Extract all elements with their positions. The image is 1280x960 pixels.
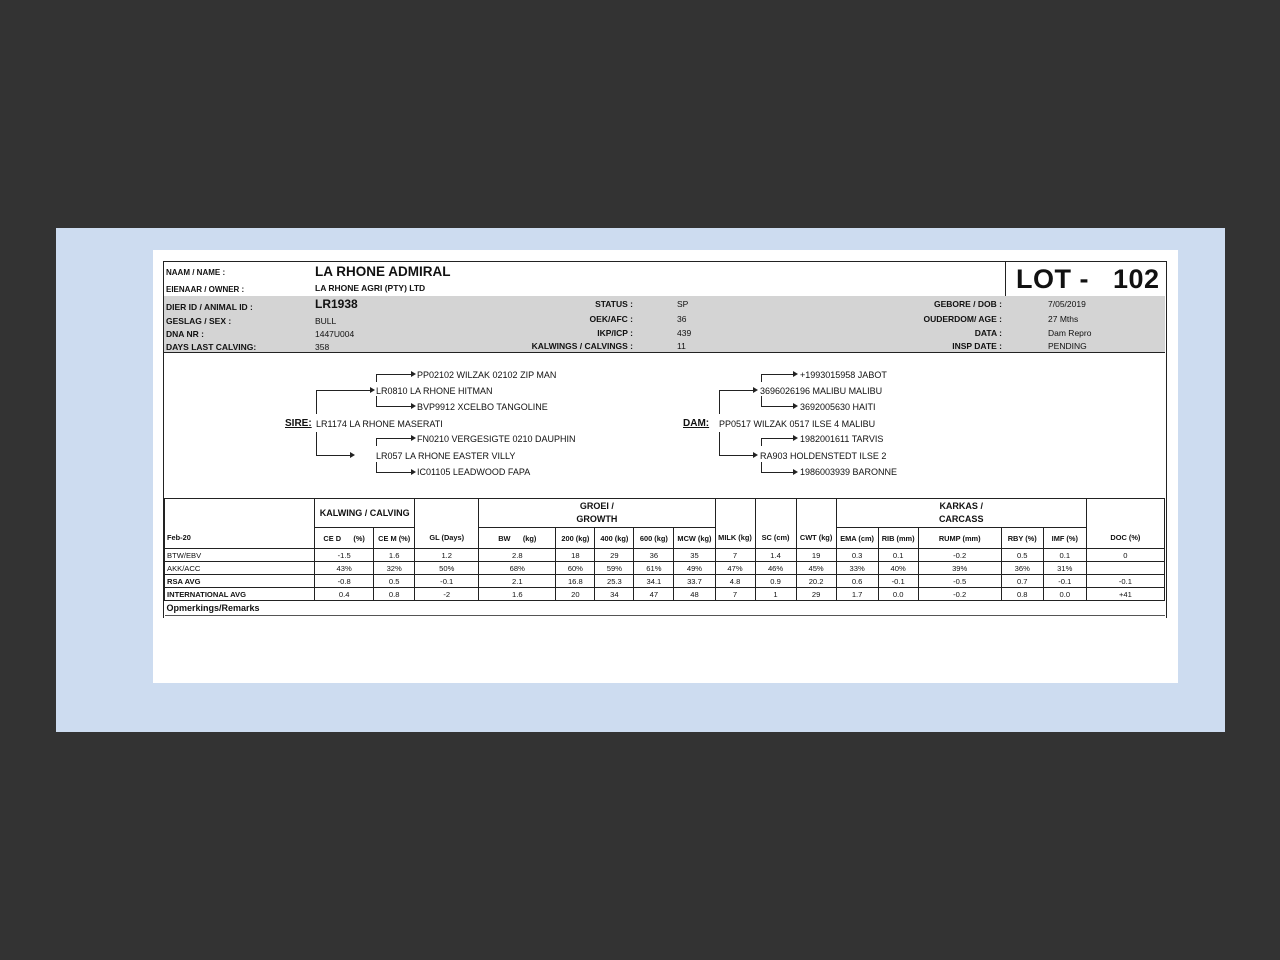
- table-cell: 0: [1086, 549, 1164, 562]
- row-label: AKK/ACC: [165, 562, 315, 575]
- table-cell: 25.3: [595, 575, 634, 588]
- table-cell: 0.4: [315, 588, 374, 601]
- sire-dam: LR057 LA RHONE EASTER VILLY: [376, 451, 516, 461]
- status-value: SP: [677, 299, 689, 309]
- table-cell: 18: [556, 549, 595, 562]
- table-cell: 1.4: [755, 549, 796, 562]
- dob-label: GEBORE / DOB :: [933, 299, 1002, 309]
- table-cell: -0.8: [315, 575, 374, 588]
- col-header: GL (Days): [415, 528, 479, 549]
- name-label: NAAM / NAME :: [166, 268, 226, 277]
- table-row: [165, 575, 1165, 588]
- table-cell: 0.8: [374, 588, 415, 601]
- animal-info: [164, 296, 1165, 353]
- table-cell: 20.2: [796, 575, 836, 588]
- table-cell: -0.1: [1086, 575, 1164, 588]
- days-value: 358: [315, 342, 330, 352]
- status-label: STATUS :: [595, 299, 633, 309]
- table-cell: 0.6: [836, 575, 878, 588]
- dam-dam-dam: 1986003939 BARONNE: [800, 467, 898, 477]
- remarks-row: [165, 601, 1165, 616]
- icp-value: 439: [677, 328, 692, 338]
- table-cell: 35: [674, 549, 715, 562]
- col-header: IMF (%): [1043, 528, 1086, 549]
- group-header-row: [165, 499, 1165, 528]
- dam-dam: RA903 HOLDENSTEDT ILSE 2: [760, 451, 887, 461]
- table-cell: -1.5: [315, 549, 374, 562]
- row-label: RSA AVG: [165, 575, 315, 588]
- column-header-row: [165, 528, 1165, 549]
- table-cell: 1.2: [415, 549, 479, 562]
- dam-dam-sire: 1982001611 TARVIS: [800, 434, 884, 444]
- table-cell: 50%: [415, 562, 479, 575]
- table-cell: 2.8: [479, 549, 556, 562]
- table-cell: [1086, 562, 1164, 575]
- col-header: CE M (%): [374, 528, 415, 549]
- animal-id-label: DIER ID / ANIMAL ID :: [166, 302, 253, 312]
- data-value: Dam Repro: [1048, 328, 1092, 338]
- owner-label: EIENAAR / OWNER :: [166, 285, 245, 294]
- dna-label: DNA NR :: [166, 329, 204, 339]
- table-cell: -0.2: [918, 588, 1001, 601]
- afc-value: 36: [677, 314, 687, 324]
- insp-label: INSP DATE :: [952, 341, 1002, 351]
- table-cell: 60%: [556, 562, 595, 575]
- card-header: [164, 262, 1165, 297]
- table-cell: 33%: [836, 562, 878, 575]
- calvings-label: KALWINGS / CALVINGS :: [531, 341, 633, 351]
- sire-name: LR1174 LA RHONE MASERATI: [316, 419, 443, 429]
- table-cell: 31%: [1043, 562, 1086, 575]
- sire-dam-dam: IC01105 LEADWOOD FAPA: [417, 467, 531, 477]
- lot-box: [1005, 262, 1166, 296]
- sire-dam-sire: FN0210 VERGESIGTE 0210 DAUPHIN: [417, 434, 576, 444]
- col-header: CWT (kg): [796, 528, 836, 549]
- table-row: [165, 562, 1165, 575]
- sire-label: SIRE:: [285, 418, 312, 429]
- owner-name: LA RHONE AGRI (PTY) LTD: [315, 283, 426, 293]
- table-cell: 61%: [634, 562, 674, 575]
- table-cell: 39%: [918, 562, 1001, 575]
- col-header: BW (kg): [479, 528, 556, 549]
- col-header: 200 (kg): [556, 528, 595, 549]
- table-cell: 4.8: [715, 575, 755, 588]
- sex-value: BULL: [315, 316, 337, 326]
- group-carcass: KARKAS / CARCASS: [836, 499, 1086, 528]
- col-header: SC (cm): [755, 528, 796, 549]
- animal-name: LA RHONE ADMIRAL: [315, 264, 451, 279]
- dam-sire: 3696026196 MALIBU MALIBU: [760, 386, 883, 396]
- lot-number: LOT - 102: [1016, 264, 1160, 294]
- table-cell: -0.1: [878, 575, 918, 588]
- remarks-label: Opmerkings/Remarks: [165, 601, 1165, 616]
- table-cell: -0.1: [1043, 575, 1086, 588]
- dob-value: 7/05/2019: [1048, 299, 1086, 309]
- sire-sire: LR0810 LA RHONE HITMAN: [376, 386, 493, 396]
- col-header: 400 (kg): [595, 528, 634, 549]
- breeding-values-table: [164, 498, 1165, 616]
- col-header: RBY (%): [1001, 528, 1043, 549]
- dam-sire-sire: +1993015958 JABOT: [800, 370, 887, 380]
- age-value: 27 Mths: [1048, 314, 1079, 324]
- dam-sire-dam: 3692005630 HAITI: [800, 402, 876, 412]
- table-cell: 36%: [1001, 562, 1043, 575]
- col-header: 600 (kg): [634, 528, 674, 549]
- table-cell: 34.1: [634, 575, 674, 588]
- table-cell: 19: [796, 549, 836, 562]
- table-cell: 20: [556, 588, 595, 601]
- table-cell: 0.0: [878, 588, 918, 601]
- group-growth: GROEI / GROWTH: [479, 499, 715, 528]
- table-cell: 36: [634, 549, 674, 562]
- table-cell: 0.1: [1043, 549, 1086, 562]
- table-cell: -2: [415, 588, 479, 601]
- table-cell: +41: [1086, 588, 1164, 601]
- table-cell: 40%: [878, 562, 918, 575]
- table-cell: 47%: [715, 562, 755, 575]
- table-cell: 0.5: [374, 575, 415, 588]
- table-cell: 32%: [374, 562, 415, 575]
- col-header: RUMP (mm): [918, 528, 1001, 549]
- age-label: OUDERDOM/ AGE :: [923, 314, 1002, 324]
- insp-value: PENDING: [1048, 341, 1087, 351]
- table-cell: 0.1: [878, 549, 918, 562]
- table-row: [165, 588, 1165, 601]
- table-cell: 33.7: [674, 575, 715, 588]
- table-cell: 34: [595, 588, 634, 601]
- table-cell: 0.0: [1043, 588, 1086, 601]
- table-cell: 16.8: [556, 575, 595, 588]
- table-cell: 2.1: [479, 575, 556, 588]
- table-cell: 0.8: [1001, 588, 1043, 601]
- table-cell: -0.5: [918, 575, 1001, 588]
- table-cell: 7: [715, 549, 755, 562]
- col-header: DOC (%): [1086, 528, 1164, 549]
- sire-sire-dam: BVP9912 XCELBO TANGOLINE: [417, 402, 548, 412]
- table-cell: 0.7: [1001, 575, 1043, 588]
- lot-card: [163, 261, 1167, 618]
- icp-label: IKP/ICP :: [597, 328, 633, 338]
- pedigree: [164, 352, 1165, 499]
- table-cell: 48: [674, 588, 715, 601]
- dna-value: 1447U004: [315, 329, 355, 339]
- table-cell: 0.5: [1001, 549, 1043, 562]
- table-cell: 1.7: [836, 588, 878, 601]
- table-cell: 0.9: [755, 575, 796, 588]
- table-cell: 29: [796, 588, 836, 601]
- col-header: RIB (mm): [878, 528, 918, 549]
- sire-sire-sire: PP02102 WILZAK 02102 ZIP MAN: [417, 370, 557, 380]
- table-cell: 59%: [595, 562, 634, 575]
- table-cell: 68%: [479, 562, 556, 575]
- data-label: DATA :: [974, 328, 1002, 338]
- table-cell: 45%: [796, 562, 836, 575]
- table-cell: 49%: [674, 562, 715, 575]
- col-header: EMA (cm): [836, 528, 878, 549]
- col-header: MILK (kg): [715, 528, 755, 549]
- calvings-value: 11: [677, 341, 686, 351]
- afc-label: OEK/AFC :: [589, 314, 633, 324]
- dam-name: PP0517 WILZAK 0517 ILSE 4 MALIBU: [719, 419, 876, 429]
- table-cell: -0.2: [918, 549, 1001, 562]
- sex-label: GESLAG / SEX :: [166, 316, 232, 326]
- table-cell: 29: [595, 549, 634, 562]
- table-cell: 0.3: [836, 549, 878, 562]
- table-cell: 46%: [755, 562, 796, 575]
- row-label: INTERNATIONAL AVG: [165, 588, 315, 601]
- table-row: [165, 549, 1165, 562]
- table-cell: 43%: [315, 562, 374, 575]
- dam-label: DAM:: [683, 418, 710, 429]
- row-label: BTW/EBV: [165, 549, 315, 562]
- col-header: MCW (kg): [674, 528, 715, 549]
- animal-id: LR1938: [315, 297, 358, 311]
- table-cell: -0.1: [415, 575, 479, 588]
- table-cell: 47: [634, 588, 674, 601]
- days-label: DAYS LAST CALVING:: [166, 342, 257, 352]
- col-header: Feb-20: [165, 528, 315, 549]
- table-cell: 1.6: [479, 588, 556, 601]
- col-header: CE D (%): [315, 528, 374, 549]
- table-cell: 1.6: [374, 549, 415, 562]
- table-cell: 7: [715, 588, 755, 601]
- group-calving: KALWING / CALVING: [315, 499, 415, 528]
- table-cell: 1: [755, 588, 796, 601]
